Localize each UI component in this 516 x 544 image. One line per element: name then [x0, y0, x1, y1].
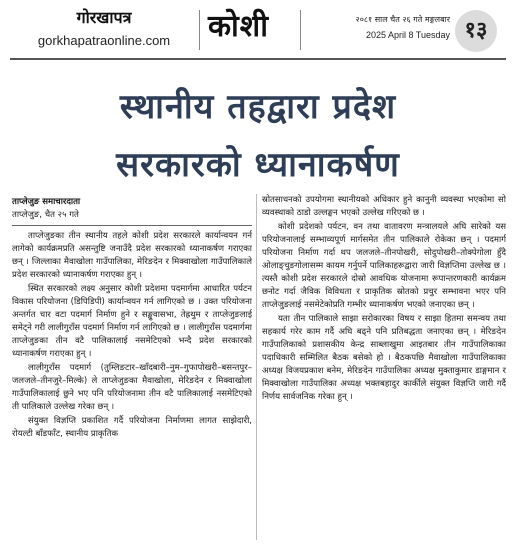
issue-date-english: 2025 April 8 Tuesday [365, 30, 450, 40]
issue-date [308, 14, 450, 41]
column-divider [256, 194, 257, 540]
issue-date-nepali: २०८१ साल चैत २६ गते मङ्गलबार [355, 15, 450, 24]
paragraph: स्थित सरकारको लक्ष्य अनुसार कोशी प्रदेशमा पदमार्गमा आधारित पर्यटन विकास परियोजना (डिपिडिपी) कार्यान्वयन गर्न लागिएको छ । उक्त परियोजना अन्तर्गत चार वटा पदमार्ग निर्माण हुने र सङ्खुवासभा, तेह्रथुम र ताप्लेजुङलाई समेट्ने गरी लालीगुराँस पदमार्ग निर्माण गर्न लागिएको छ । लालीगुराँस पदमार्गमा ताप्लेजुङका तीन वटै पालिकालाई नसमेटिएको भन्दै प्रदेश सरकारको ध्यानाकर्षण गराएका हुन् । [12, 284, 252, 359]
paragraph: ताप्लेजुङका तीन स्थानीय तहले कोशी प्रदेश सरकारले कार्यान्वयन गर्न लागेको कार्यक्रमप्रति असन्तुष्टि जनाउँदै प्रदेश सरकारको ध्यानाकर्षण गराएका छन् । जिल्लाका मैवाखोला गाउँपालिका, मेरिङदेन र मिक्वाखोला गाउँपालिकाले प्रदेश सरकारको ध्यानाकर्षण गराएका हुन् । [12, 231, 252, 280]
paragraph: लालीगुराँस पदमार्ग (तुम्लिङटार–खाँदबारी–नुम–गुफापोखरी–बसन्तपुर–जलजले–तीनजुरे–मिल्के) ले ताप्लेजुङका मैवाखोला, मेरिङदेन र मिक्वाखोला गाउँपालिकालाई छुने भए पनि परियोजनामा तीन वटै पालिकालाई नसमेटिएको ती पालिकाले उल्लेख गरेका छन् । [12, 363, 252, 412]
byline [12, 196, 252, 222]
publication-brand[interactable] [14, 8, 194, 50]
publication-name: गोरखापत्र [76, 8, 132, 27]
masthead-rule [10, 58, 506, 60]
dateline: ताप्लेजुङ, चैत २५ गते [12, 210, 79, 220]
section-title: कोशी [208, 9, 269, 44]
publication-website[interactable]: gorkhapatraonline.com [37, 33, 171, 48]
author-name: ताप्लेजुङ समाचारदाता [12, 197, 81, 207]
masthead [0, 0, 516, 60]
article-column-right [262, 194, 506, 540]
byline-rule [12, 225, 252, 226]
paragraph: यता तीन पालिकाले साझा सरोकारका विषय र साझा हितमा समन्वय तथा सहकार्य गरेर काम गर्दै अघि बढ्ने पनि प्रतिबद्धता जनाएका छन् । मेरिङदेन गाउँपालिकाको प्रशासकीय केन्द्र साब्लाखुमा आइतबार तीन गाउँपालिकाका पदाधिकारी सम्मिलित बैठक बसेको हो । बैठकपछि मैवाखोला गाउँपालिकाका अध्यक्ष विजयप्रकाश बनेम, मेरिङदेन गाउँपालिका अध्यक्ष मुक्ताकुमार डाङ्गमान र मिक्वाखोला गाउँपालिका अध्यक्ष भक्तबहादुर कार्कीले संयुक्त विज्ञप्ति जारी गर्दै निर्णय सार्वजनिक गरेका हुन् । [262, 314, 506, 402]
article-headline [0, 78, 516, 194]
masthead-divider [199, 10, 200, 50]
paragraph: स्रोतसाधनको उपयोगमा स्थानीयको अधिकार हुने कानुनी व्यवस्था भएकोमा सो व्यवस्थाको ठाडो उल्लङ्घन भएको उल्लेख गरिएको छ । [262, 195, 506, 218]
paragraph: संयुक्त विज्ञप्ति प्रकाशित गर्दै परियोजना निर्माणमा लागत साझेदारी, रोयल्टी बाँडफाँट, स्थानीय प्राकृतिक [12, 416, 252, 439]
page-number-badge: १३ [455, 10, 497, 52]
article-column-left [12, 230, 252, 540]
headline-line-1: स्थानीय तहद्वारा प्रदेश [119, 87, 397, 127]
paragraph: कोशी प्रदेशको पर्यटन, वन तथा वातावरण मन्त्रालयले अघि सारेको यस परियोजनालाई सम्भाव्यपूर्ण मार्गसमेत तीन पालिकाले रोकेका छन् । पदमार्ग परियोजना निर्माण गर्दा थप जलजले–तीनपोखरी, सोदुपोखरी–तोक्पेगोला हुँदै ओलाङ्चुङगोलासम्म कायम गर्नुपर्ने पालिकाहरूद्वारा जारी विज्ञप्तिमा उल्लेख छ । त्यस्तै कोशी प्रदेश सरकारले दोस्रो आवधिक योजनामा रूपान्तरणकारी कार्यक्रम छनोट गर्दा जैविक विविधता र प्राकृतिक स्रोतको प्रचुर सम्भावना भएर पनि ताप्लेजुङलाई नसमेटेकोप्रति गम्भीर ध्यानाकर्षण भएको जनाएका छन् । [262, 222, 506, 310]
headline-line-2: सरकारको ध्यानाकर्षण [116, 145, 400, 185]
masthead-divider-2 [300, 10, 301, 50]
